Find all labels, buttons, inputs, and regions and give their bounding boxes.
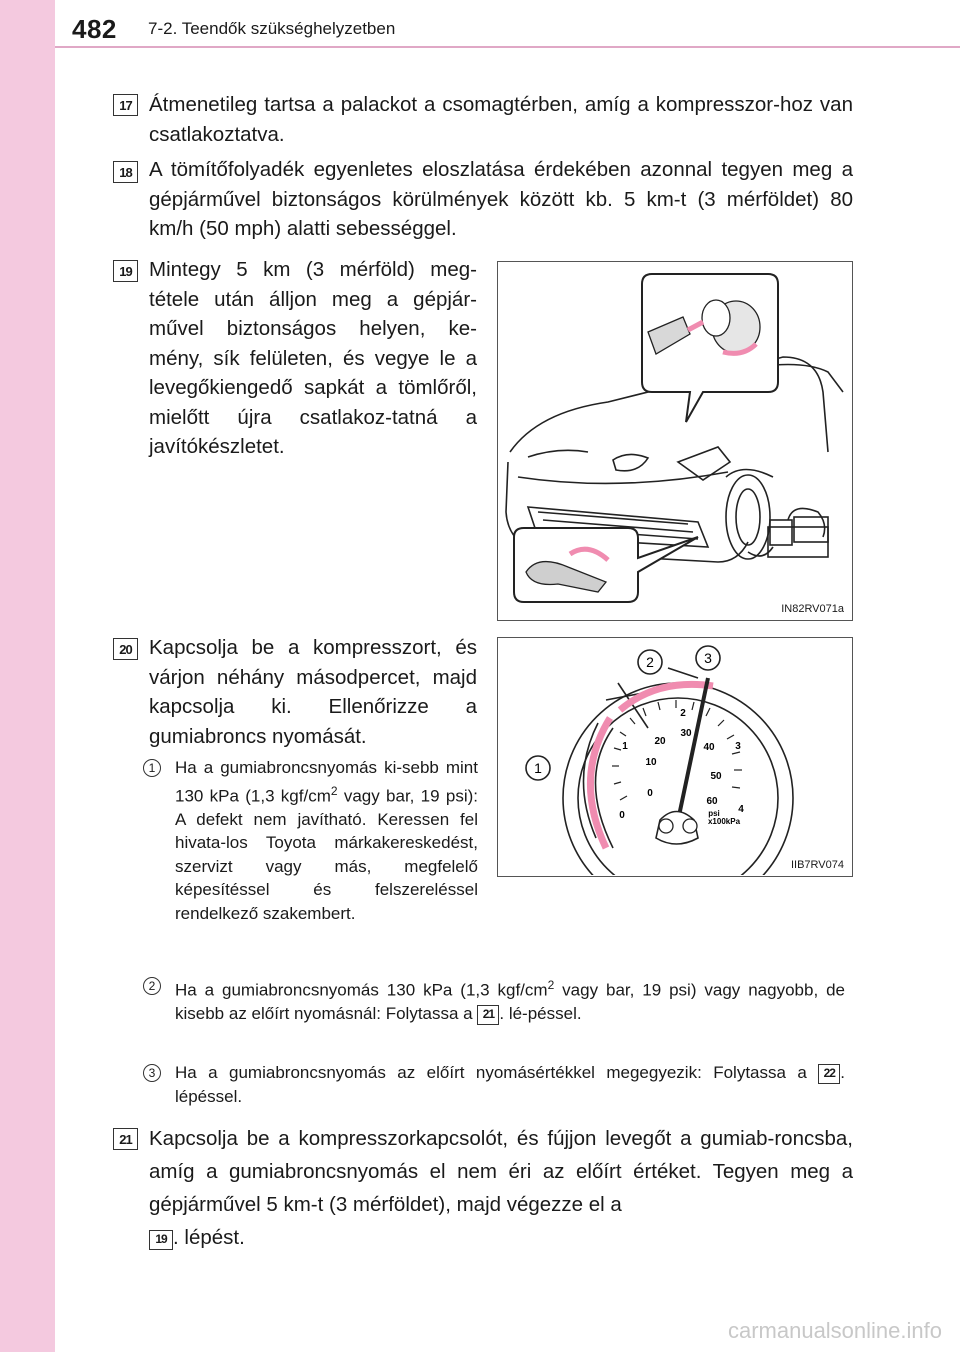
item-1-sup: 2	[330, 783, 338, 798]
item-2-text-b: vagy bar, 19 psi) vagy nagyobb, de kisebb az előírt nyomásnál: Folytassa a	[175, 980, 846, 1024]
step-ref-21[interactable]: 21	[477, 1005, 499, 1025]
gauge-callout-1: 1	[534, 760, 542, 776]
gauge-inner-tick-30: 30	[680, 728, 692, 739]
figure-code-car: IN82RV071a	[781, 603, 844, 615]
figure-code-gauge: IIB7RV074	[790, 859, 844, 871]
gauge-outer-tick-0: 0	[619, 810, 625, 821]
step-17-text: Átmenetileg tartsa a palackot a csomagtérben, amíg a kompresszor-hoz van csatlakoztatva.	[149, 93, 853, 146]
step-20-text: Kapcsolja be a kompresszort, és várjon néhány másodpercet, majd kapcsolja ki. Ellenőrizze a gumiabroncs nyomását.	[149, 636, 477, 748]
pressure-gauge-illustration	[497, 637, 853, 877]
header-rule	[55, 46, 960, 48]
gauge-inner-tick-0: 0	[647, 788, 653, 799]
item-1-text	[175, 756, 478, 925]
watermark: carmanualsonline.info	[727, 1318, 942, 1343]
step-21-text-a: Kapcsolja be a kompresszorkapcsolót, és fújjon levegőt a gumiab-roncsba, amíg a gumiabroncsnyomás el nem éri az előírt értéket. Tegyen meg a gépjárművel 5 km-t (3 mérföldet), majd végezze el a	[149, 1127, 853, 1216]
item-marker-3: 3	[143, 1064, 161, 1082]
car-drawing	[498, 262, 851, 619]
step-badge-21: 21	[113, 1128, 138, 1150]
step-badge-20: 20	[113, 638, 138, 660]
step-badge-18: 18	[113, 161, 138, 183]
gauge-outer-tick-2: 2	[680, 708, 686, 719]
step-21-text	[149, 1122, 853, 1254]
gauge-unit-psi: psi	[708, 809, 720, 818]
gauge-drawing	[498, 638, 851, 875]
gauge-outer-tick-1: 1	[622, 741, 628, 752]
item-3-text-a: Ha a gumiabroncsnyomás az előírt nyomásértékkel megegyezik: Folytassa a	[175, 1063, 819, 1082]
gauge-inner-tick-60: 60	[706, 796, 718, 807]
gauge-inner-tick-10: 10	[645, 757, 657, 768]
gauge-callout-3: 3	[704, 650, 712, 666]
step-18-text: A tömítőfolyadék egyenletes eloszlatása érdekében azonnal tegyen meg a gépjárművel biztonságos körülmények között kb. 5 km-t (3 mérföldet) 80 km/h (50 mph) alatti sebességgel.	[149, 158, 853, 240]
item-3-text	[175, 1061, 845, 1108]
gauge-callout-2: 2	[646, 654, 654, 670]
step-ref-19[interactable]: 19	[149, 1230, 173, 1250]
item-1-text-b: vagy bar, 19 psi): A defekt nem javítható. Keressen fel hivata-los Toyota márkakereskedést, szervizt vagy más, megfelelő képesítéssel és felszereléssel rendelkező szakembert.	[175, 786, 478, 923]
gauge-inner-tick-50: 50	[710, 771, 722, 782]
car-illustration	[497, 261, 853, 621]
step-19-text: Mintegy 5 km (3 mérföld) meg-tétele után álljon meg a gépjár-művel biztonságos helyen, ke-mény, sík felületen, és vegye le a levegőkiengedő sapkát a tömlőről, mielőtt újra csatlakoz-tatná a javítókészletet.	[149, 258, 477, 458]
item-marker-1: 1	[143, 759, 161, 777]
gauge-inner-tick-40: 40	[703, 742, 715, 753]
item-marker-2: 2	[143, 977, 161, 995]
step-21-text-b: . lépést.	[173, 1226, 245, 1249]
section-title: 7-2. Teendők szükséghelyzetben	[148, 19, 396, 38]
sidebar-tab	[0, 0, 55, 1352]
step-badge-17: 17	[113, 94, 138, 116]
item-3-text-b: . lépéssel.	[175, 1063, 845, 1106]
step-badge-19: 19	[113, 260, 138, 282]
step-ref-22[interactable]: 22	[818, 1064, 840, 1084]
gauge-unit-kpa: x100kPa	[707, 817, 741, 826]
item-2-text-a: Ha a gumiabroncsnyomás 130 kPa (1,3 kgf/cm	[175, 980, 548, 1000]
gauge-outer-tick-4: 4	[738, 804, 744, 815]
item-2-sup: 2	[547, 978, 555, 992]
item-2-text-c: . lé-péssel.	[499, 1004, 582, 1024]
page-number: 482	[72, 14, 117, 44]
item-1-text-a: Ha a gumiabroncsnyomás ki-sebb mint 130 kPa (1,3 kgf/cm	[175, 758, 478, 806]
item-2-text	[175, 974, 845, 1026]
gauge-outer-tick-3: 3	[735, 741, 741, 752]
gauge-inner-tick-20: 20	[654, 736, 666, 747]
